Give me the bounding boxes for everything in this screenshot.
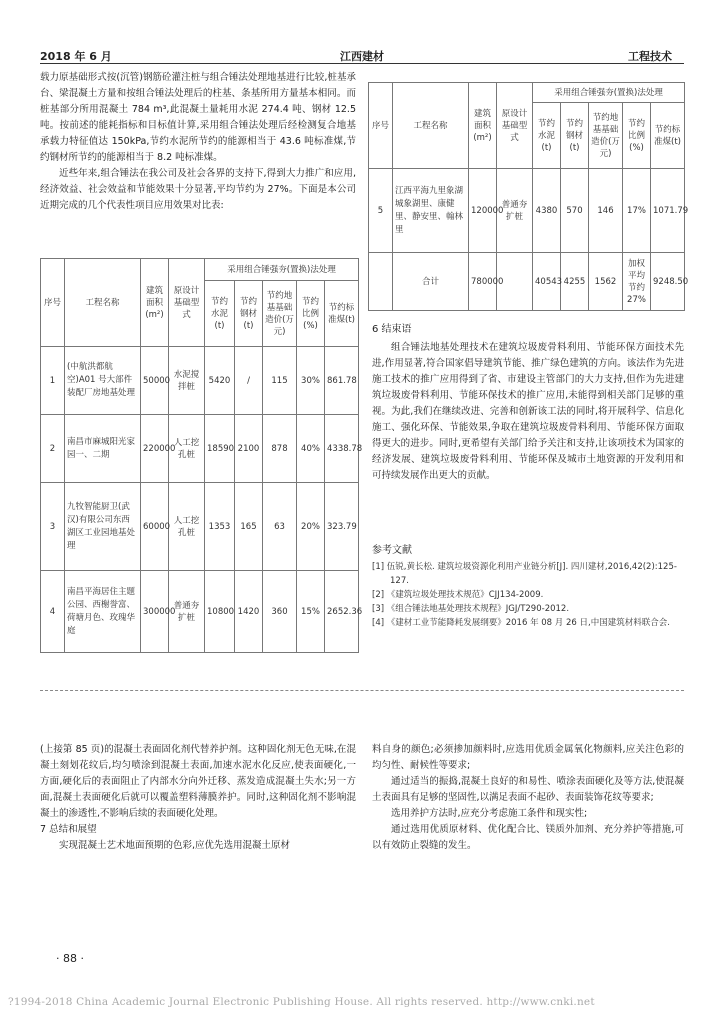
header-project-name: 工程名称	[393, 83, 469, 169]
continuation-paragraph-1: (上接第 85 页)的混凝土表面固化剂代替养护剂。这种固化剂无色无味,在混凝土刻划花纹后,均匀喷涂到混凝土表面,加速水泥水化反应,使表面硬化,一方面,硬化后的表面阻止了内部水分向外迁移、蒸发造成混凝土失水;另一方面,混凝土表面硬化后就可以覆盖塑料薄膜养护。同时,这种固化剂不影响混凝土的渗透性,不影响后续的表面硬化处理。	[40, 744, 356, 819]
row-area: 60000	[141, 483, 169, 571]
row-coal: 323.79	[325, 483, 359, 571]
reference-item: [3] 《组合锤法地基处理技术规程》JGJ/T290-2012.	[372, 604, 570, 614]
section-name: 工程技术	[628, 50, 672, 63]
row-seq: 1	[41, 347, 65, 415]
reference-item: [2] 《建筑垃圾处理技术规范》CJJ134-2009.	[372, 590, 544, 600]
row-seq: 5	[369, 169, 393, 253]
total-area: 780000	[469, 253, 497, 311]
header-group: 采用组合锤强夯(置换)法处理	[533, 83, 685, 103]
row-coal: 4338.78	[325, 415, 359, 483]
header-seq: 序号	[369, 83, 393, 169]
continuation-paragraph-3: 料自身的颜色;必须掺加颜料时,应选用优质金属氧化物颜料,应关注色彩的均匀性、耐候性等要求;	[372, 744, 684, 771]
header-area: 建筑面积(m²)	[469, 83, 497, 169]
total-label: 合计	[393, 253, 469, 311]
reference-item: [4] 《建材工业节能降耗发展纲要》2016 年 08 月 26 日,中国建筑材料联合会.	[372, 618, 670, 628]
row-steel: 1420	[235, 571, 263, 653]
header-coal: 节约标准煤(t)	[651, 103, 685, 169]
header-coal: 节约标准煤(t)	[325, 281, 359, 347]
row-coal: 1071.79	[651, 169, 685, 253]
continuation-paragraph-4: 通过适当的振捣,混凝土良好的和易性、喷涂表面硬化及等方法,使混凝土表面具有足够的坚固性,以满足表面不起砂、表面装饰花纹等要求;	[372, 776, 684, 803]
row-area: 300000	[141, 571, 169, 653]
row-name: 南昌市麻城阳光家园一、二期	[65, 415, 141, 483]
total-coal: 9248.50	[651, 253, 685, 311]
header-group: 采用组合锤强夯(置换)法处理	[205, 259, 359, 281]
row-foundation: 普通夯扩桩	[169, 571, 205, 653]
table-row	[41, 483, 359, 571]
row-foundation: 人工挖孔桩	[169, 415, 205, 483]
row-steel: 165	[235, 483, 263, 571]
row-cost: 63	[263, 483, 297, 571]
table-row	[369, 169, 685, 253]
header-rule	[40, 63, 684, 64]
row-steel: /	[235, 347, 263, 415]
continuation-paragraph-5: 选用养护方法时,应充分考虑施工条件和现实性;	[391, 808, 588, 819]
row-name: (中航洪都航空)A01 号大部件装配厂房地基处理	[65, 347, 141, 415]
header-seq: 序号	[41, 259, 65, 347]
row-ratio: 20%	[297, 483, 325, 571]
table-row	[41, 347, 359, 415]
row-ratio: 17%	[623, 169, 651, 253]
header-foundation: 原设计基础型式	[497, 83, 533, 169]
reference-item: [1] 伍锐,黄长松. 建筑垃圾资源化利用产业链分析[J]. 四川建材,2016,42(2):125-127.	[372, 562, 677, 586]
header-cost: 节约地基基础造价(万元)	[589, 103, 623, 169]
row-steel: 2100	[235, 415, 263, 483]
header-cement: 节约水泥(t)	[533, 103, 561, 169]
row-seq: 3	[41, 483, 65, 571]
row-area: 120000	[469, 169, 497, 253]
header-project-name: 工程名称	[65, 259, 141, 347]
continuation-paragraph-2: 实现混凝土艺术地面预期的色彩,应优先选用混凝土原材	[59, 840, 291, 851]
page-number: · 88 ·	[56, 952, 84, 965]
section-separator	[40, 690, 684, 691]
continuation-left	[40, 742, 356, 854]
row-cost: 360	[263, 571, 297, 653]
conclusion-heading: 6 结束语	[372, 324, 412, 335]
table-row	[41, 415, 359, 483]
journal-name: 江西建材	[340, 50, 384, 63]
copyright-footer: ?1994-2018 China Academic Journal Electronic Publishing House. All rights reserved. http://www.cnki.net	[8, 996, 595, 1008]
row-cost: 146	[589, 169, 623, 253]
row-name: 江西平海九里象湖城象湖里、康健里、静安里、翰林里	[393, 169, 469, 253]
row-foundation: 人工挖孔桩	[169, 483, 205, 571]
header-steel: 节约钢材(t)	[235, 281, 263, 347]
references-heading: 参考文献	[372, 545, 412, 556]
continuation-paragraph-6: 通过选用优质原材料、优化配合比、镁质外加剂、充分养护等措施,可以有效防止裂缝的发生。	[372, 824, 684, 851]
header-area: 建筑面积(m²)	[141, 259, 169, 347]
row-foundation: 水泥搅拌桩	[169, 347, 205, 415]
header-ratio: 节约比例(%)	[623, 103, 651, 169]
total-steel: 4255	[561, 253, 589, 311]
row-coal: 861.78	[325, 347, 359, 415]
comparison-table-left	[40, 258, 363, 653]
row-ratio: 15%	[297, 571, 325, 653]
header-ratio: 节约比例(%)	[297, 281, 325, 347]
total-cost: 1562	[589, 253, 623, 311]
row-cement: 5420	[205, 347, 235, 415]
row-area: 220000	[141, 415, 169, 483]
total-cement: 40543	[533, 253, 561, 311]
header-foundation: 原设计基础型式	[169, 259, 205, 347]
conclusion-body: 组合锤法地基处理技术在建筑垃圾废骨料利用、节能环保方面技术先进,作用显著,符合国家倡导建筑节能、推广绿色建筑的方向。该法作为先进施工技术的推广应用得到了省、市建设主管部门的大力支持,但作为先进建筑垃圾废骨料利用、节能环保技术的推广应用,未能得到相关部门足够的重视。为此,我们在继续改进、完善和创新该工法的同时,将开展科学、信息化施工、强化环保、节能效果,争取在建筑垃圾废骨料利用、节能环保方面取得更大的进步。同时,更希望有关部门给予关注和支持,让该项技术为国家的经济发展、建筑垃圾废骨料利用、节能环保及城市土地资源的开发利用和可持续发展作出更大的贡献。	[372, 342, 684, 481]
row-ratio: 30%	[297, 347, 325, 415]
issue-date: 2018 年 6 月	[40, 50, 112, 63]
continuation-right	[372, 742, 684, 854]
intro-paragraph-1: 载力原基础形式按(沉管)钢筋砼灌注桩与组合锤法处理地基进行比较,桩基承台、梁混凝土方量和按组合锤法处理后的柱基、条基所用方量基本相同。而桩基部分所用混凝土 784 m³,此混凝土量耗用水泥 274.4 吨、钢材 12.5 吨。按前述的能耗指标和目标值计算,采用组合锤法处理后经检测复合地基承载力特征值达 150kPa,节约水泥所节约的能源相当于 43.6 吨标准煤,节约钢材所节约的能源相当于 8.2 吨标准煤。	[40, 72, 356, 163]
row-name: 九牧智能厨卫(武汉)有限公司东西湖区工业园地基处理	[65, 483, 141, 571]
header-steel: 节约钢材(t)	[561, 103, 589, 169]
header-cement: 节约水泥(t)	[205, 281, 235, 347]
references-list	[372, 560, 684, 630]
row-cement: 1353	[205, 483, 235, 571]
left-intro	[40, 70, 356, 214]
intro-paragraph-2: 近些年来,组合锤法在我公司及社会各界的支持下,得到大力推广和应用,经济效益、社会效益和节能效果十分显著,平均节约为 27%。下面是本公司近期完成的几个代表性项目应用效果对比表:	[40, 168, 356, 211]
row-ratio: 40%	[297, 415, 325, 483]
row-foundation: 普通夯扩桩	[497, 169, 533, 253]
comparison-table-right	[368, 82, 689, 311]
row-cost: 115	[263, 347, 297, 415]
table-row	[41, 571, 359, 653]
row-cost: 878	[263, 415, 297, 483]
total-ratio: 加权平均节约27%	[623, 253, 651, 311]
row-coal: 2652.36	[325, 571, 359, 653]
row-cement: 18590	[205, 415, 235, 483]
row-cement: 10800	[205, 571, 235, 653]
row-area: 50000	[141, 347, 169, 415]
row-steel: 570	[561, 169, 589, 253]
row-seq: 4	[41, 571, 65, 653]
summary-heading: 7 总结和展望	[40, 824, 97, 835]
table-total-row	[369, 253, 685, 311]
row-seq: 2	[41, 415, 65, 483]
row-cement: 4380	[533, 169, 561, 253]
row-name: 南昌平海居住主题公园、西榭誉富、荷塘月色、玫瑰华庭	[65, 571, 141, 653]
header-cost: 节约地基基础造价(万元)	[263, 281, 297, 347]
